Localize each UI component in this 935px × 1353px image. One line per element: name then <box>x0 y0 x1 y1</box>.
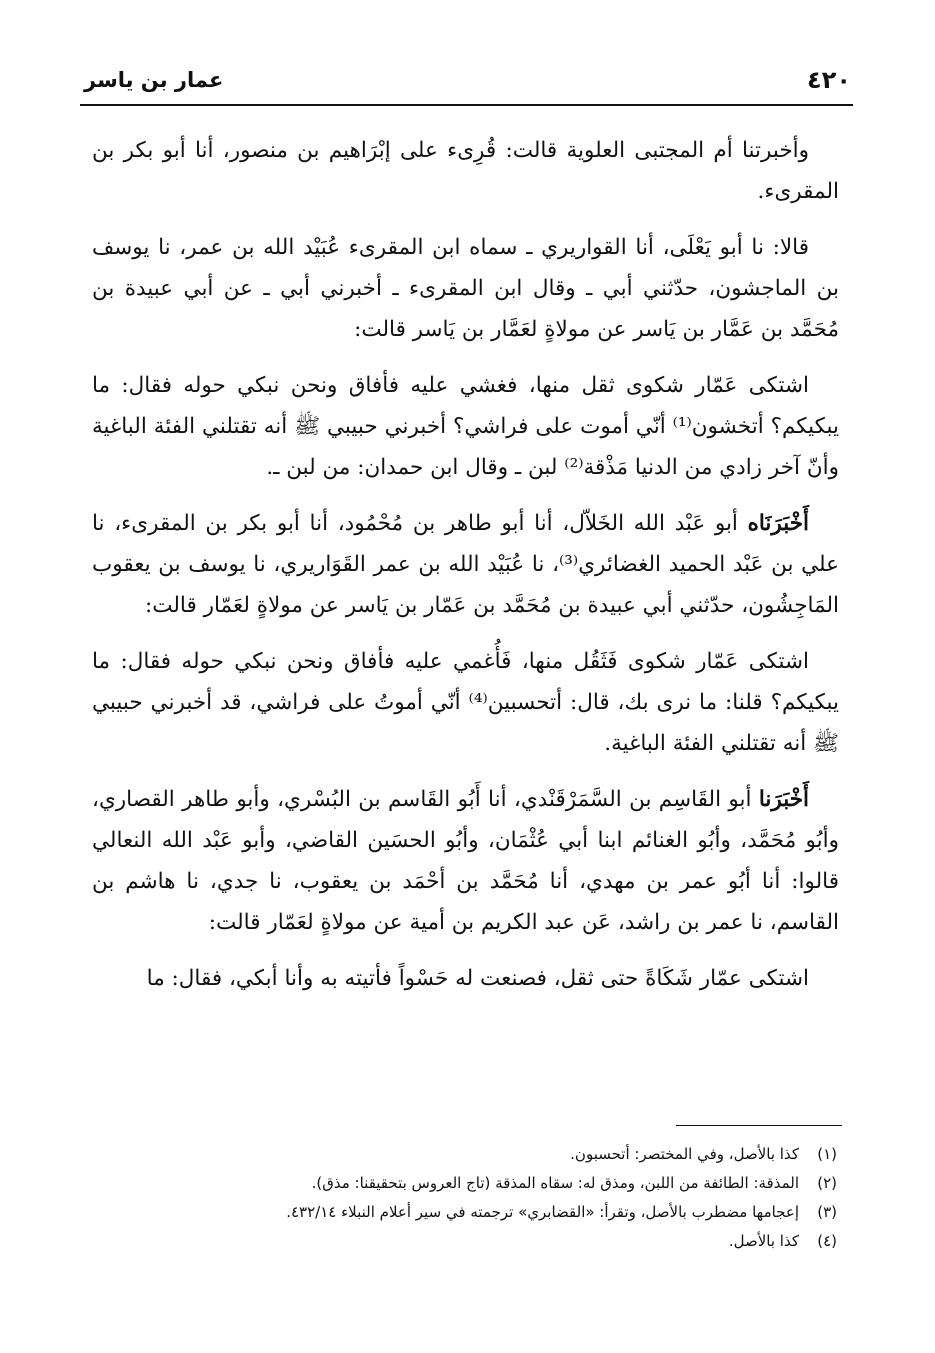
paragraph-lead-word: أَخْبَرَنا <box>758 787 809 812</box>
footnote-number: (٣) <box>817 1203 837 1221</box>
paragraph: اشتكى عمّار شَكَاةً حتى ثقل، فصنعت له حَسْواً فأتيته به وأنا أبكي، فقال: ما <box>146 966 809 991</box>
footnote <box>92 1169 837 1198</box>
header-rule <box>80 104 853 106</box>
page-number: ٤٢٠ <box>807 66 851 94</box>
footnote-number: (٤) <box>817 1232 837 1250</box>
paragraph-lead-word: أَخْبَرَنَاه <box>747 511 809 536</box>
page-header <box>80 62 853 102</box>
main-text <box>92 130 839 1014</box>
footnote <box>92 1140 837 1169</box>
footnotes <box>92 1140 837 1256</box>
footnote-rule <box>676 1125 842 1126</box>
footnote <box>92 1227 837 1256</box>
paragraph: اشتكى عَمّار شكوى فَثَقُل منها، فَأُغمي عليه فأفاق ونحن نبكي حوله فقال: ما يبكيكم؟ قلنا: ما نرى بك، قال: أتحسبين⁽⁴⁾ أنّي أموتُ على فراشي، قد أخبرني حبيبي ﷺ أنه تقتلني الفئة الباغية. <box>92 649 839 756</box>
paragraph: أَخْبَرَنَاه أبو عَبْد الله الخَلاّل، أنا أبو طاهر بن مُحْمُود، أنا أبو بكر بن المقرىء، نا علي بن عَبْد الحميد الغضائري⁽³⁾، نا عُبَيْد الله بن عمر القَوَاريري، نا يوسف بن يعقوب المَاجِشُون، حدّثني أبي عبيدة بن مُحَمَّد بن عَمّار بن يَاسر عن مولاةٍ لعَمّار قالت: <box>92 511 839 618</box>
footnote-text: كذا بالأصل. <box>728 1232 799 1250</box>
paragraph: أَخْبَرَنا أبو القَاسِم بن السَّمَرْقَنْدي، أنا أَبُو القَاسم بن البُسْري، وأبو طاهر القصاري، وأبُو مُحَمَّد، وأبُو الغنائم ابنا أبي عُثْمَان، وأبُو الحسَين القاضي، وأبو عَبْد الله النعالي قالوا: أنا أبُو عمر بن مهدي، أنا مُحَمَّد بن أحْمَد بن يعقوب، نا جدي، نا هاشم بن القاسم، نا عمر بن راشد، عَن عبد الكريم بن أمية عن مولاةٍ لعَمّار قالت: <box>92 787 839 935</box>
paragraph: اشتكى عَمّار شكوى ثقل منها، فغشي عليه فأفاق ونحن نبكي حوله فقال: ما يبكيكم؟ أتخشون⁽¹⁾ أنّي أموت على فراشي؟ أخبرني حبيبي ﷺ أنه تقتلني الفئة الباغية وأنّ آخر زادي من الدنيا مَذْقة⁽²⁾ لبن ـ وقال ابن حمدان: من لبن ـ. <box>92 373 839 480</box>
footnote-text: إعجامها مضطرب بالأصل، وتقرأ: «القضابري» ترجمته في سير أعلام النبلاء ٤٣٢/١٤. <box>286 1203 799 1221</box>
footnote-text: كذا بالأصل، وفي المختصر: أتحسبون. <box>570 1145 799 1163</box>
paragraph: قالا: نا أبو يَعْلَى، أنا القواريري ـ سماه ابن المقرىء عُبَيْد الله بن عمر، نا يوسف بن الماجشون، حدّثني أبي ـ وقال ابن المقرىء ـ أخبرني أبي ـ عن أبي عبيدة بن مُحَمَّد بن عَمَّار بن يَاسر عن مولاةٍ لعَمَّار بن يَاسر قالت: <box>92 235 840 342</box>
footnote-text: المذقة: الطائفة من اللبن، ومذق له: سقاه المذقة (تاج العروس بتحقيقنا: مذق). <box>311 1174 799 1192</box>
footnote-number: (٢) <box>817 1174 837 1192</box>
running-title: عمار بن ياسر <box>84 68 224 92</box>
footnote <box>92 1198 837 1227</box>
footnote-number: (١) <box>817 1145 837 1163</box>
paragraph: وأخبرتنا أم المجتبى العلوية قالت: قُرِىء على إبْرَاهيم بن منصور، أنا أبو بكر بن المقرىء. <box>92 138 839 204</box>
